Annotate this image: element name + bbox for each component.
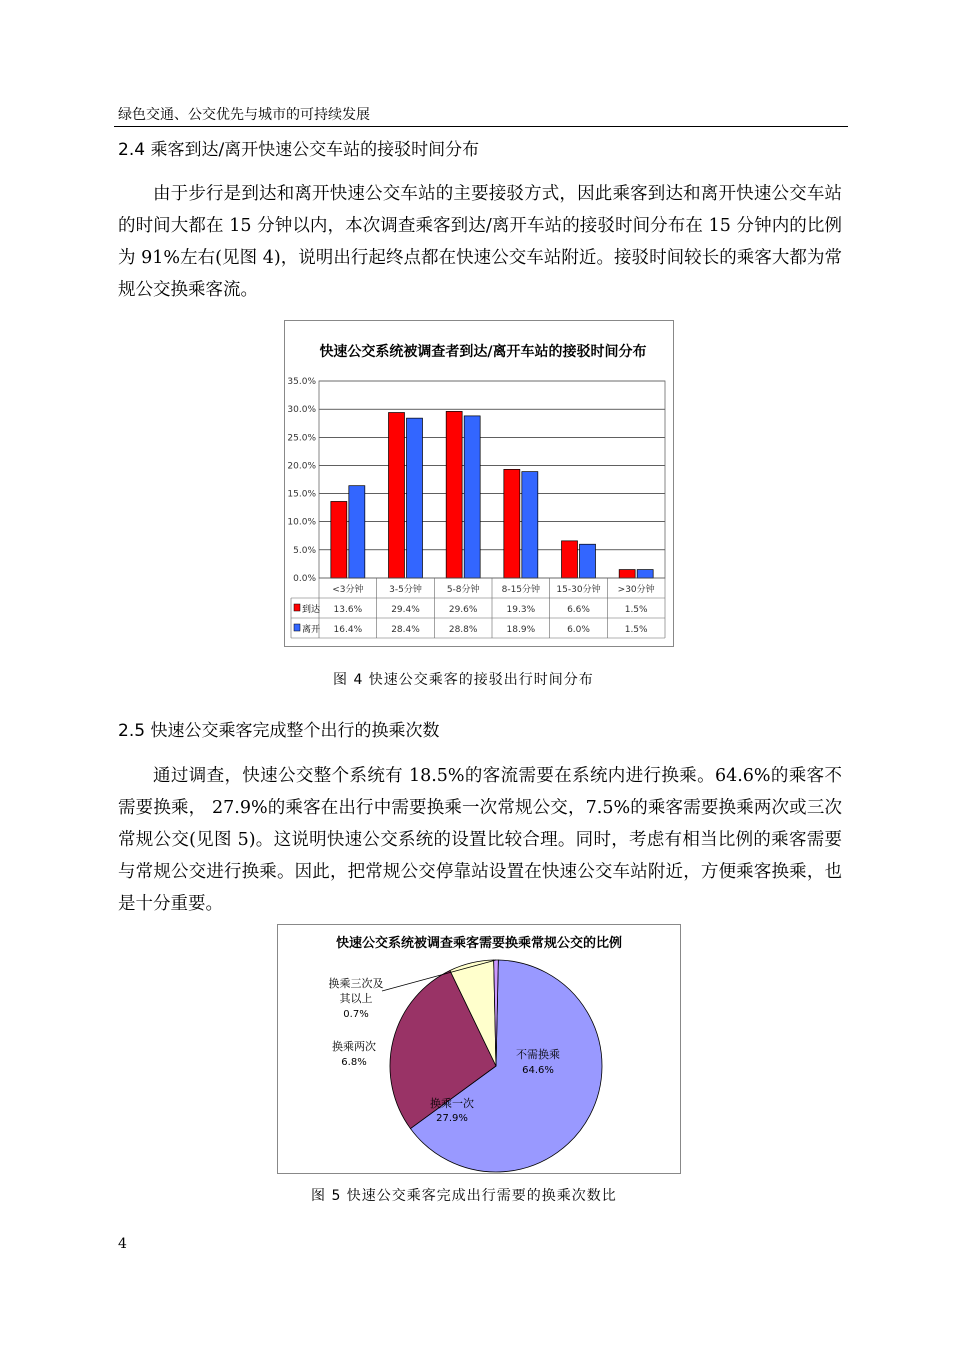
pie-label: 64.6%: [522, 1065, 554, 1076]
data-label: 6.0%: [567, 625, 590, 635]
bar-leave: [522, 472, 538, 578]
paragraph-2: [118, 760, 842, 920]
data-label: 13.6%: [333, 605, 363, 615]
bar-arrive: [619, 570, 635, 578]
y-tick-label: 10.0%: [287, 517, 316, 528]
pie-chart-title: 快速公交系统被调查乘客需要换乘常规公交的比例: [335, 936, 623, 951]
data-label: 6.6%: [567, 605, 590, 615]
bar-arrive: [446, 411, 462, 578]
y-tick-label: 15.0%: [287, 489, 316, 500]
x-tick-label: 8-15分钟: [501, 585, 541, 595]
data-label: 1.5%: [624, 625, 648, 635]
pie-chart-plot: [329, 960, 603, 1172]
pie-label: 不需换乘: [516, 1048, 560, 1061]
data-label: 29.4%: [391, 605, 420, 615]
bar-leave: [580, 544, 596, 578]
legend-label: 到达: [302, 605, 321, 615]
x-tick-label: >30分钟: [617, 585, 655, 595]
legend-swatch: [294, 624, 300, 631]
x-tick-label: 15-30分钟: [556, 585, 601, 595]
running-header: 绿色交通、公交优先与城市的可持续发展: [118, 107, 370, 123]
bar-leave: [464, 416, 480, 578]
y-tick-label: 5.0%: [293, 545, 316, 556]
pie-label: 27.9%: [436, 1113, 468, 1124]
y-tick-label: 30.0%: [287, 405, 316, 416]
bar-arrive: [504, 469, 520, 578]
bar-leave: [407, 418, 423, 578]
y-tick-label: 0.0%: [293, 574, 316, 584]
bar-arrive: [562, 541, 578, 578]
paragraph-2-text: 通过调查，快速公交整个系统有 18.5%的客流需要在系统内进行换乘。64.6%的乘客不需要换乘， 27.9%的乘客在出行中需要换乘一次常规公交，7.5%的乘客需要换乘两次或三次常规公交(见图 5)。这说明快速公交系统的设置比较合理。同时，考虑有相当比例的乘客需要与常规公交进行换乘。因此，把常规公交停靠站设置在快速公交车站附近，方便乘客换乘，也是十分重要。: [118, 766, 842, 914]
data-label: 1.5%: [624, 605, 648, 615]
pie-label: 6.8%: [341, 1057, 367, 1068]
section-title-2-5: 2.5 快速公交乘客完成整个出行的换乘次数: [118, 721, 440, 741]
bar-arrive: [331, 501, 347, 578]
section-title-2-4: 2.4 乘客到达/离开快速公交车站的接驳时间分布: [118, 140, 480, 160]
bar-leave: [637, 570, 653, 578]
x-tick-label: 5-8分钟: [446, 585, 480, 595]
y-tick-label: 35.0%: [287, 377, 316, 387]
figure-4-caption: 图 4 快速公交乘客的接驳出行时间分布: [333, 672, 594, 688]
figure-4-chart: [284, 320, 674, 647]
data-label: 18.9%: [506, 625, 536, 635]
pie-label: 换乘两次: [332, 1040, 376, 1053]
x-tick-label: <3分钟: [332, 585, 364, 595]
page-number: 4: [118, 1236, 127, 1252]
pie-label: 0.7%: [343, 1009, 369, 1020]
data-label: 28.4%: [391, 625, 420, 635]
data-label: 28.8%: [448, 625, 478, 635]
legend-label: 离开: [302, 625, 321, 635]
figure-5-chart: [277, 924, 681, 1174]
legend-swatch: [294, 604, 300, 611]
data-label: 16.4%: [333, 625, 363, 635]
y-tick-label: 20.0%: [287, 461, 316, 472]
header-rule: [114, 126, 848, 127]
bar-leave: [349, 486, 365, 578]
pie-label: 其以上: [339, 992, 373, 1005]
bar-arrive: [389, 413, 405, 578]
paragraph-1: [118, 178, 842, 306]
plot-border: [319, 381, 665, 578]
pie-label: 换乘三次及: [328, 977, 384, 990]
x-tick-label: 3-5分钟: [389, 585, 422, 595]
data-label: 29.6%: [448, 605, 478, 615]
data-label: 19.3%: [506, 605, 536, 615]
bar-chart-title: 快速公交系统被调查者到达/离开车站的接驳时间分布: [319, 344, 647, 360]
bar-chart-svg: [285, 321, 673, 646]
figure-5-caption: 图 5 快速公交乘客完成出行需要的换乘次数比: [311, 1188, 617, 1204]
paragraph-1-text: 由于步行是到达和离开快速公交车站的主要接驳方式，因此乘客到达和离开快速公交车站的时间大都在 15 分钟以内，本次调查乘客到达/离开车站的接驳时间分布在 15 分钟内的比例为 91%左右(见图 4)，说明出行起终点都在快速公交车站附近。接驳时间较长的乘客大都为常规公交换乘客流。: [118, 184, 842, 300]
y-tick-label: 25.0%: [287, 433, 316, 444]
pie-label: 换乘一次: [430, 1097, 474, 1110]
pie-chart-svg: [278, 925, 680, 1173]
bar-chart-plot: [287, 377, 665, 638]
